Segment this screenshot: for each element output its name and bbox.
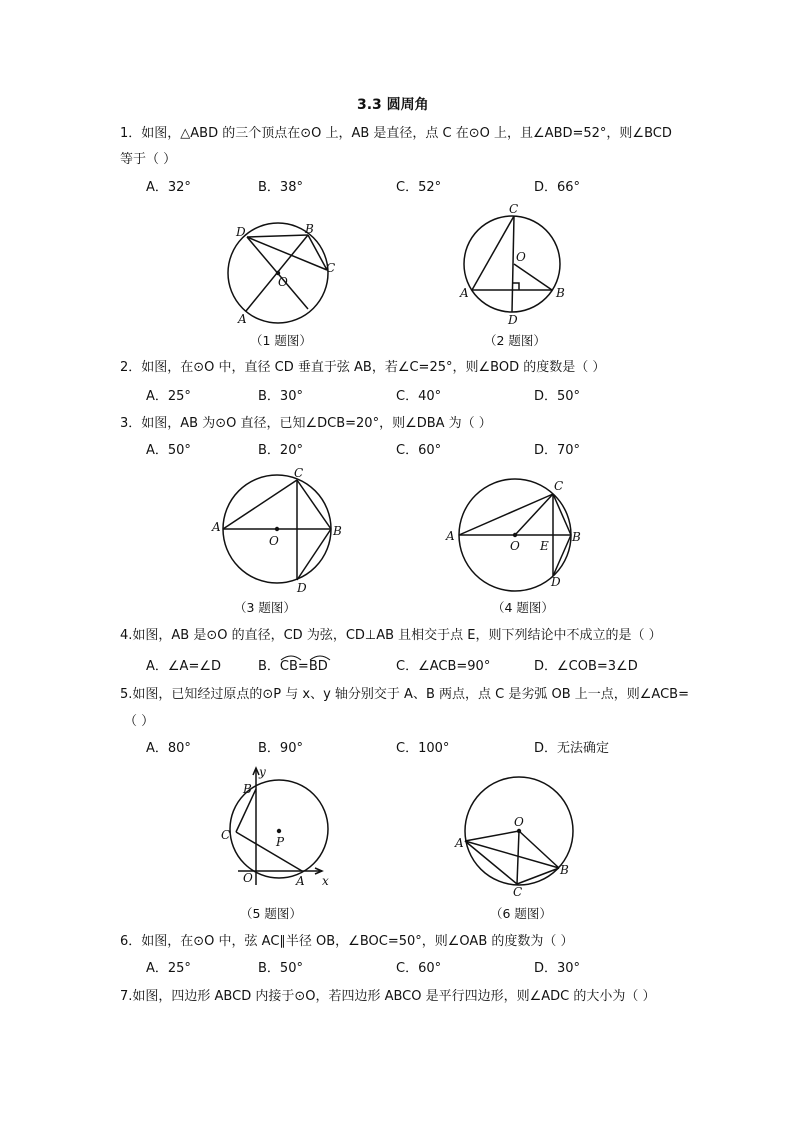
fig3-label-d: D [297, 581, 307, 595]
fig6-label-b: B [560, 863, 569, 877]
fig3-label-a: A [212, 520, 221, 534]
q1-option-c: C．52° [396, 180, 442, 195]
fig5-caption: （5 题图） [240, 906, 302, 921]
fig6-caption: （6 题图） [490, 906, 552, 921]
fig5-label-x: x [322, 874, 329, 888]
q4-option-c: C．∠ACB=90° [396, 659, 491, 674]
fig1-caption: （1 题图） [250, 333, 312, 348]
fig2-label-a: A [460, 286, 469, 300]
fig1-label-d: D [236, 225, 246, 239]
fig3-label-o: O [269, 534, 279, 548]
question-3-text: 3．如图，AB 为⊙O 直径，已知∠DCB=20°，则∠DBA 为（ ） [120, 416, 492, 431]
q2-option-b: B．30° [258, 389, 303, 404]
q4-arc-bd: BD [309, 659, 328, 675]
question-4-text: 4.如图，AB 是⊙O 的直径，CD 为弦，CD⊥AB 且相交于点 E，则下列结论中不成立的是（ ） [120, 628, 662, 643]
q4-option-b: B． CB= BD [258, 659, 328, 675]
question-1-text: 1．如图，△ABD 的三个顶点在⊙O 上，AB 是直径，点 C 在⊙O 上，且∠ABD=52°，则∠BCD [120, 126, 672, 141]
question-6-text: 6．如图，在⊙O 中，弦 AC∥半径 OB，∠BOC=50°，则∠OAB 的度数为（ ） [120, 934, 574, 949]
question-1-text-cont: 等于（ ） [120, 152, 177, 167]
q5-option-d: D．无法确定 [534, 741, 610, 756]
q1-option-d: D．66° [534, 180, 581, 195]
question-7-text: 7.如图，四边形 ABCD 内接于⊙O，若四边形 ABCO 是平行四边形，则∠ADC 的大小为（ ） [120, 989, 656, 1004]
q6-option-c: C．60° [396, 961, 442, 976]
q5-option-b: B．90° [258, 741, 303, 756]
question-5-text-cont: （ ） [124, 714, 155, 729]
q4-option-d: D．∠COB=3∠D [534, 659, 638, 674]
q2-option-d: D．50° [534, 389, 581, 404]
fig5-label-c: C [221, 828, 231, 842]
q4-arc-cb: CB [280, 659, 298, 675]
q5-option-c: C．100° [396, 741, 450, 756]
fig1-label-b: B [305, 222, 314, 236]
fig1-label-o: O [278, 275, 288, 289]
fig3-label-c: C [294, 466, 304, 480]
fig4-label-o: O [510, 539, 520, 553]
fig3-label-b: B [333, 524, 342, 538]
q3-option-d: D．70° [534, 443, 581, 458]
q2-option-c: C．40° [396, 389, 442, 404]
fig2-label-o: O [516, 250, 526, 264]
fig3-caption: （3 题图） [234, 600, 296, 615]
q6-option-b: B．50° [258, 961, 303, 976]
fig4-label-a: A [446, 529, 455, 543]
q3-option-b: B．20° [258, 443, 303, 458]
q1-option-b: B．38° [258, 180, 303, 195]
fig5-label-p: P [276, 835, 285, 849]
q3-option-a: A．50° [146, 443, 191, 458]
q2-option-a: A．25° [146, 389, 191, 404]
question-5-text: 5.如图，已知经过原点的⊙P 与 x、y 轴分别交于 A、B 两点，点 C 是劣弧 OB 上一点，则∠ACB= [120, 687, 689, 702]
q3-option-c: C．60° [396, 443, 442, 458]
fig4-label-b: B [572, 530, 581, 544]
q1-option-a: A．32° [146, 180, 191, 195]
fig4-label-e: E [540, 539, 549, 553]
fig4-label-c: C [554, 479, 564, 493]
fig2-label-c: C [509, 202, 519, 216]
fig2-caption: （2 题图） [484, 333, 546, 348]
fig5-label-o: O [243, 871, 253, 885]
fig6-label-o: O [514, 815, 524, 829]
fig6-label-a: A [455, 836, 464, 850]
fig5-label-y: y [259, 765, 266, 779]
q6-option-a: A．25° [146, 961, 191, 976]
fig5-label-a: A [296, 874, 305, 888]
q4-option-a: A．∠A=∠D [146, 659, 221, 674]
fig2-label-d: D [508, 313, 518, 327]
fig5-label-b: B [243, 782, 252, 796]
fig1-label-a: A [238, 312, 247, 326]
fig2-label-b: B [556, 286, 565, 300]
fig1-label-c: C [326, 261, 336, 275]
q6-option-d: D．30° [534, 961, 581, 976]
q5-option-a: A．80° [146, 741, 191, 756]
page-title: 3.3 圆周角 [357, 97, 429, 113]
fig4-caption: （4 题图） [492, 600, 554, 615]
fig4-label-d: D [551, 575, 561, 589]
question-2-text: 2．如图，在⊙O 中，直径 CD 垂直于弦 AB，若∠C=25°，则∠BOD 的度数是（ ） [120, 360, 606, 375]
fig6-label-c: C [513, 885, 523, 899]
